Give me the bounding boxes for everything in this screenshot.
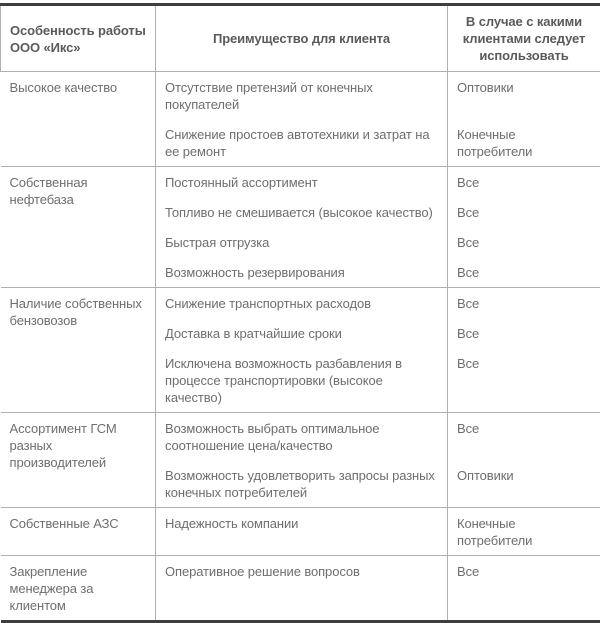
table-row bbox=[1, 72, 600, 120]
clients-cell: Оптовики bbox=[448, 72, 600, 120]
table-row bbox=[1, 508, 600, 556]
header-feature-column: Особенность работы ООО «Икс» bbox=[1, 5, 156, 72]
clients-cell: Все bbox=[448, 413, 600, 461]
feature-cell: Закрепление менеджера за клиентом bbox=[1, 556, 156, 622]
benefit-cell: Снижение простоев автотехники и затрат на ее ремонт bbox=[156, 119, 448, 167]
clients-cell: Оптовики bbox=[448, 460, 600, 508]
clients-cell: Все bbox=[448, 227, 600, 257]
benefit-cell: Возможность выбрать оптимальное соотношение цена/качество bbox=[156, 413, 448, 461]
clients-cell: Конечные потребители bbox=[448, 508, 600, 556]
table-row bbox=[1, 556, 600, 622]
benefit-cell: Оперативное решение вопросов bbox=[156, 556, 448, 622]
feature-cell: Ассортимент ГСМ разных производителей bbox=[1, 413, 156, 508]
benefit-cell: Быстрая отгрузка bbox=[156, 227, 448, 257]
clients-cell: Все bbox=[448, 167, 600, 198]
table-body bbox=[1, 72, 600, 622]
benefit-cell: Надежность компании bbox=[156, 508, 448, 556]
benefit-cell: Исключена возможность разбавления в процессе транспортировки (высокое качество) bbox=[156, 348, 448, 413]
table-row bbox=[1, 167, 600, 198]
feature-cell: Высокое качество bbox=[1, 72, 156, 167]
clients-cell: Все bbox=[448, 348, 600, 413]
header-benefit-column: Преимущество для клиента bbox=[156, 5, 448, 72]
header-clients-column: В случае с какими клиентами следует использовать bbox=[448, 5, 600, 72]
benefit-cell: Постоянный ассортимент bbox=[156, 167, 448, 198]
clients-cell: Все bbox=[448, 257, 600, 288]
clients-cell: Все bbox=[448, 556, 600, 622]
benefit-cell: Возможность удовлетворить запросы разных конечных потребителей bbox=[156, 460, 448, 508]
feature-cell: Собственные АЗС bbox=[1, 508, 156, 556]
clients-cell: Все bbox=[448, 197, 600, 227]
clients-cell: Все bbox=[448, 318, 600, 348]
benefit-cell: Возможность резервирования bbox=[156, 257, 448, 288]
benefit-cell: Доставка в кратчайшие сроки bbox=[156, 318, 448, 348]
benefit-cell: Топливо не смешивается (высокое качество) bbox=[156, 197, 448, 227]
clients-cell: Все bbox=[448, 288, 600, 319]
table-row bbox=[1, 413, 600, 461]
table-header-row bbox=[1, 5, 600, 72]
benefit-cell: Отсутствие претензий от конечных покупателей bbox=[156, 72, 448, 120]
table-row bbox=[1, 288, 600, 319]
features-benefits-table bbox=[0, 3, 600, 623]
feature-cell: Наличие собственных бензовозов bbox=[1, 288, 156, 413]
benefit-cell: Снижение транспортных расходов bbox=[156, 288, 448, 319]
feature-cell: Собственная нефтебаза bbox=[1, 167, 156, 288]
clients-cell: Конечные потребители bbox=[448, 119, 600, 167]
